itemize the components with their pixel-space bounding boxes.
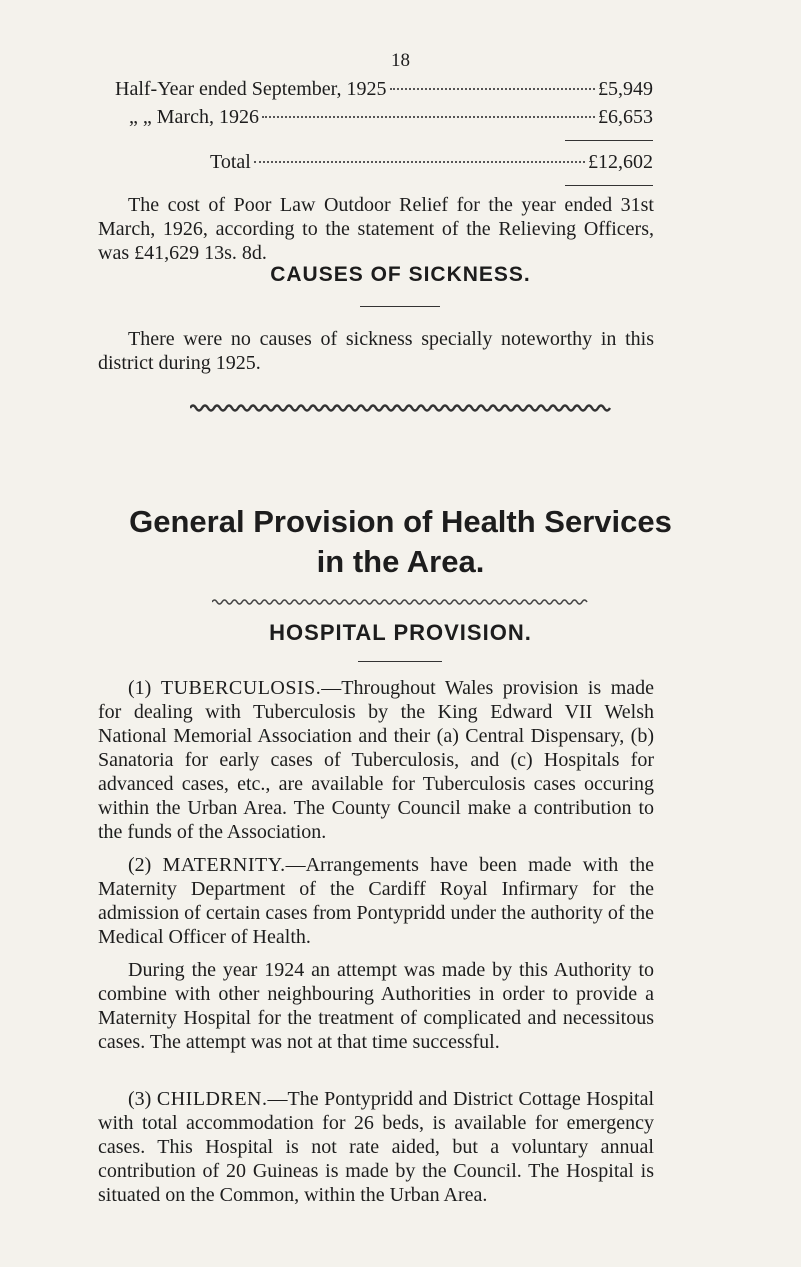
subtotal-rule [565, 140, 653, 141]
item-text: —Throughout Wales provision is made for dealing with Tuberculosis by the King Edward VII Welsh National Memorial Association and their (a) Central Dispensary, (b) Sanatoria for early cases of Tuberculosis, and (c) Hospitals for advanced cases, etc., are available for Tuberculosis cases occuring within the Urban Area. The County Council make a contribution to the funds of the Association. [98, 677, 655, 843]
item-text: —The Pontypridd and District Cottage Hospital with total accommodation for 26 beds, is available for emergency cases. This Hospital is not rate aided, but a voluntary annual contribution of 20 Guineas is made by the Council. The Hospital is situated on the Common, within the Urban Area. [98, 1088, 655, 1206]
finance-row-march [115, 106, 653, 132]
item-title: CHILDREN. [156, 1088, 268, 1110]
hospital-item-maternity [98, 853, 654, 949]
item-number: (1) [128, 677, 152, 699]
hospital-maternity-note [98, 958, 654, 1054]
total-rule [565, 185, 653, 186]
page-number: 18 [391, 50, 410, 71]
item-number: (2) [128, 854, 152, 876]
cost-text: The cost of Poor Law Outdoor Relief for the year ended 31st March, 1926, according to the statement of the Relieving Officers, was £41,629 13s. 8d. [98, 194, 654, 264]
section-rule [358, 661, 442, 662]
item-text: —Arrangements have been made with the Maternity Department of the Cardiff Royal Infirmary for the admission of certain cases from Pontypridd under the authority of the Medical Officer of Health. [98, 854, 654, 948]
section-rule [360, 306, 440, 307]
leader-dots [390, 88, 595, 90]
total-amount: £12,602 [588, 151, 653, 173]
item-text: During the year 1924 an attempt was made by this Authority to combine with other neighbouring Authorities in order to provide a Maternity Hospital for the treatment of complicated and necessitous cases. The attempt was not at that time successful. [98, 959, 654, 1053]
total-label: Total [210, 151, 251, 173]
causes-text: There were no causes of sickness specially noteworthy in this district during 1925. [98, 328, 654, 374]
leader-dots [262, 116, 595, 118]
item-number: (3) [128, 1088, 152, 1110]
hospital-heading: HOSPITAL PROVISION. [269, 620, 532, 645]
finance-total-row [210, 151, 653, 177]
hospital-item-tuberculosis [98, 676, 654, 844]
item-title: TUBERCULOSIS. [160, 677, 322, 699]
finance-row-label: Half-Year ended September, 1925 [115, 78, 387, 100]
finance-row-amount: £6,653 [598, 106, 653, 128]
finance-row-label: „ „ March, 1926 [129, 106, 259, 128]
causes-heading: CAUSES OF SICKNESS. [270, 263, 531, 286]
general-heading-line1: General Provision of Health Services [129, 504, 672, 539]
cost-paragraph [98, 193, 654, 265]
finance-row-amount: £5,949 [598, 78, 653, 100]
causes-paragraph [98, 327, 654, 375]
item-title: MATERNITY. [162, 854, 286, 876]
decorative-wave-divider [190, 401, 612, 415]
general-heading-line2: in the Area. [316, 544, 485, 579]
leader-dots [254, 161, 585, 163]
finance-row-september [115, 78, 653, 104]
hospital-item-children [98, 1087, 654, 1207]
decorative-wave-divider-small [212, 596, 590, 608]
